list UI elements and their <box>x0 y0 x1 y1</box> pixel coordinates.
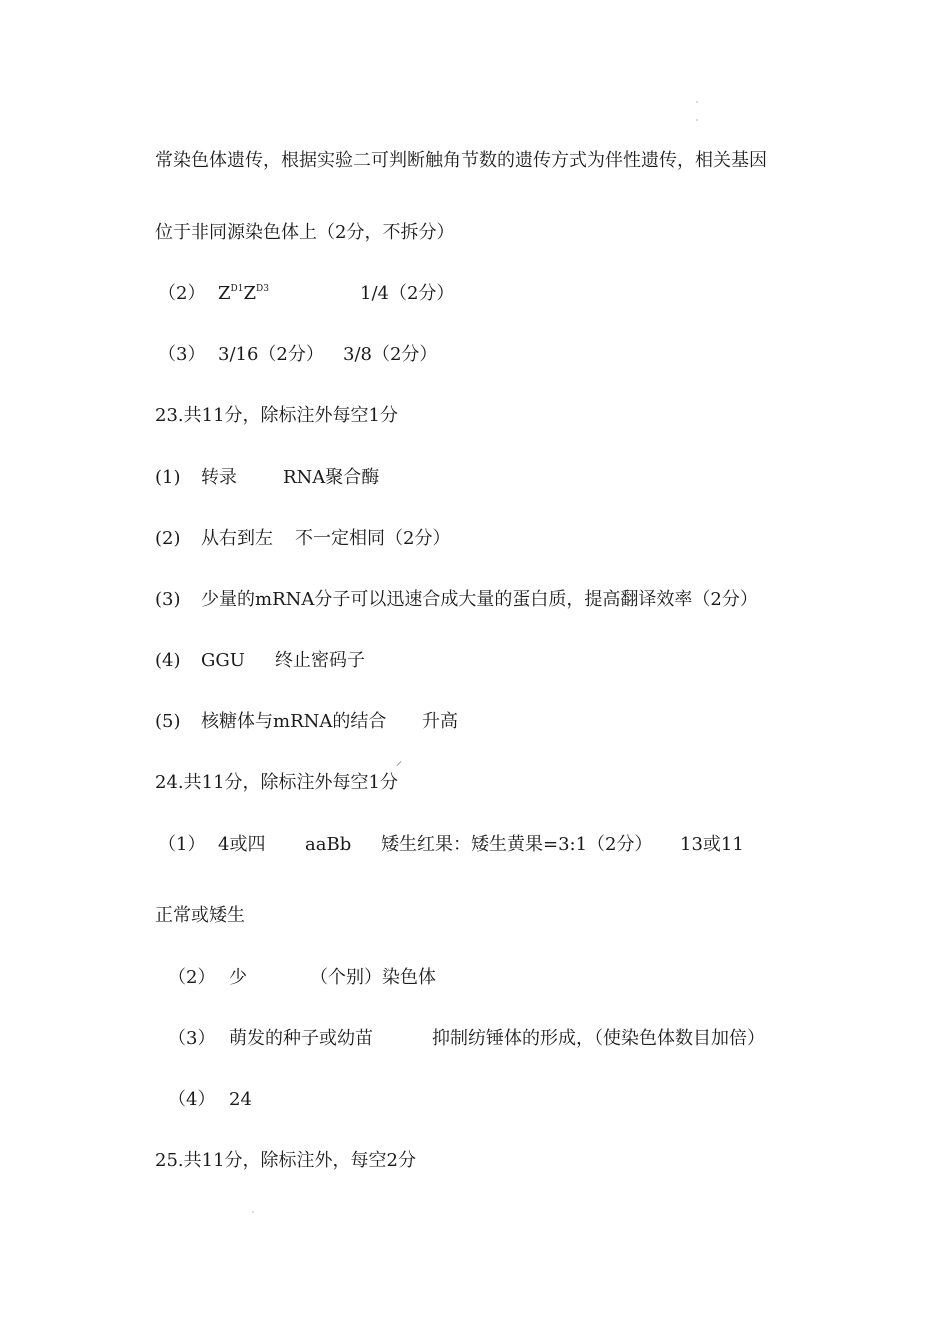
answer-text: 转录 <box>201 467 237 488</box>
answer-text: 4或四 <box>218 834 266 855</box>
answer-text: 从右到左 <box>201 528 273 549</box>
genotype: aaBb <box>305 834 352 855</box>
item-number: （3） <box>158 344 206 365</box>
answer-text: 终止密码子 <box>275 650 365 671</box>
item-number: （1） <box>158 834 206 855</box>
answer-text: GGU <box>201 650 245 671</box>
answer-text: 少 <box>229 967 247 988</box>
answer-text: 位于非同源染色体上（2分，不拆分） <box>155 222 455 243</box>
item-number: (3) <box>155 589 181 610</box>
answer-text: RNA聚合酶 <box>283 467 380 488</box>
answer-text: 正常或矮生 <box>155 905 245 926</box>
item-number: （2） <box>158 283 206 304</box>
answer-text: 萌发的种子或幼苗 <box>229 1028 373 1049</box>
genotype-superscript: D1 <box>230 284 244 294</box>
answer-text: 常染色体遗传，根据实验二可判断触角节数的遗传方式为伴性遗传，相关基因 <box>155 150 767 171</box>
item-number: （2） <box>168 967 216 988</box>
item-number: (4) <box>155 650 181 671</box>
answer-text: 矮生红果：矮生黄果=3:1（2分） <box>381 834 653 855</box>
answer-text: 抑制纺锤体的形成，（使染色体数目加倍） <box>432 1028 765 1049</box>
genotype-base: Z <box>243 283 256 304</box>
answer-text: 3/16（2分） <box>218 344 324 365</box>
genotype <box>218 283 269 305</box>
item-number: （4） <box>168 1089 216 1110</box>
answer-text: 升高 <box>422 711 458 732</box>
answer-text: 1/4（2分） <box>360 283 455 304</box>
item-number: （3） <box>168 1028 216 1049</box>
scan-mark <box>397 761 402 766</box>
answer-text: 24 <box>229 1089 252 1110</box>
scan-speck <box>252 1211 254 1213</box>
genotype-superscript: D3 <box>255 284 269 294</box>
answer-text: （个别）染色体 <box>310 967 436 988</box>
answer-text: 少量的mRNA分子可以迅速合成大量的蛋白质，提高翻译效率（2分） <box>201 589 758 610</box>
genotype-base: Z <box>218 283 231 304</box>
item-number: (1) <box>155 467 181 488</box>
scan-speck <box>696 119 698 121</box>
answer-text: 不一定相同（2分） <box>295 528 451 549</box>
item-number: (5) <box>155 711 181 732</box>
item-number: (2) <box>155 528 181 549</box>
question-heading: 25.共11分，除标注外，每空2分 <box>155 1150 416 1171</box>
answer-text: 13或11 <box>680 834 744 855</box>
scan-speck <box>696 101 698 103</box>
answer-text: 核糖体与mRNA的结合 <box>201 711 387 732</box>
question-heading: 23.共11分，除标注外每空1分 <box>155 405 398 426</box>
answer-text: 3/8（2分） <box>343 344 438 365</box>
question-heading: 24.共11分，除标注外每空1分 <box>155 772 398 793</box>
